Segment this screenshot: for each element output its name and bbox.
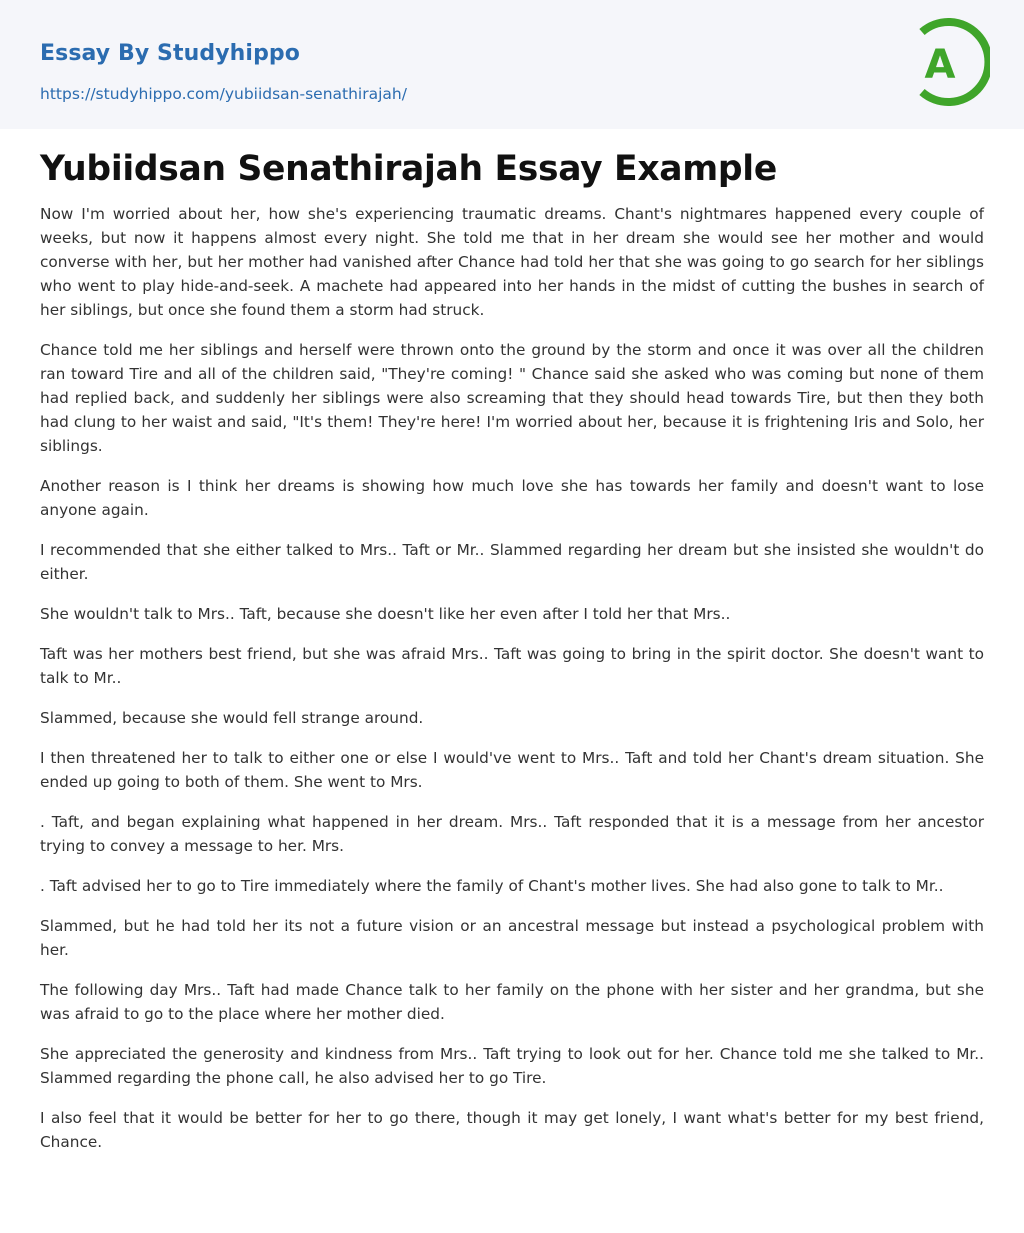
site-brand[interactable]: Essay By Studyhippo: [40, 41, 300, 66]
page-url-link[interactable]: https://studyhippo.com/yubiidsan-senathirajah/: [40, 85, 407, 103]
paragraph: She appreciated the generosity and kindness from Mrs.. Taft trying to look out for her. Chance told me she talked to Mr.. Slammed regarding the phone call, he also advised her to go Tire.: [40, 1045, 984, 1087]
page-title: Yubiidsan Senathirajah Essay Example: [40, 149, 777, 189]
paragraph: I also feel that it would be better for her to go there, though it may get lonely, I want what's better for my best friend, Chance.: [40, 1109, 984, 1151]
paragraph: . Taft advised her to go to Tire immediately where the family of Chant's mother lives. She had also gone to talk to Mr..: [40, 877, 944, 895]
paragraph: Now I'm worried about her, how she's experiencing traumatic dreams. Chant's nightmares happened every couple of weeks, but now it happens almost every night. She told me that in her dream she would see her mother and would converse with her, but her mother had vanished after Chance had told her that she was going to go search for her siblings who went to play hide-and-seek. A machete had appeared into her hands in the midst of cutting the bushes in search of her siblings, but once she found them a storm had struck.: [40, 205, 984, 319]
paragraph: Slammed, because she would fell strange around.: [40, 709, 424, 727]
studyhippo-logo-icon[interactable]: [910, 18, 990, 106]
paragraph: Slammed, but he had told her its not a future vision or an ancestral message but instead a psychological problem with her.: [40, 917, 984, 959]
paragraph: She wouldn't talk to Mrs.. Taft, because she doesn't like her even after I told her that Mrs..: [40, 605, 731, 623]
logo-letter: A: [924, 42, 956, 88]
article-body: [0, 149, 1024, 1154]
paragraph: The following day Mrs.. Taft had made Chance talk to her family on the phone with her sister and her grandma, but she was afraid to go to the place where her mother died.: [40, 981, 984, 1023]
site-header: [0, 0, 1024, 129]
paragraph: Chance told me her siblings and herself were thrown onto the ground by the storm and once it was over all the children ran toward Tire and all of the children said, "They're coming! " Chance said she asked who was coming but none of them had replied back, and suddenly her siblings were also screaming that they should head towards Tire, but then they both had clung to her waist and said, "It's them! They're here! I'm worried about her, because it is frightening Iris and Solo, her siblings.: [40, 341, 984, 455]
paragraph: I then threatened her to talk to either one or else I would've went to Mrs.. Taft and told her Chant's dream situation. She ended up going to both of them. She went to Mrs.: [40, 749, 984, 791]
paragraph: I recommended that she either talked to Mrs.. Taft or Mr.. Slammed regarding her dream but she insisted she wouldn't do either.: [40, 541, 984, 583]
paragraph: Another reason is I think her dreams is showing how much love she has towards her family and doesn't want to lose anyone again.: [40, 477, 984, 519]
paragraph: Taft was her mothers best friend, but she was afraid Mrs.. Taft was going to bring in the spirit doctor. She doesn't want to talk to Mr..: [40, 645, 984, 687]
paragraph: . Taft, and began explaining what happened in her dream. Mrs.. Taft responded that it is a message from her ancestor trying to convey a message to her. Mrs.: [40, 813, 984, 855]
